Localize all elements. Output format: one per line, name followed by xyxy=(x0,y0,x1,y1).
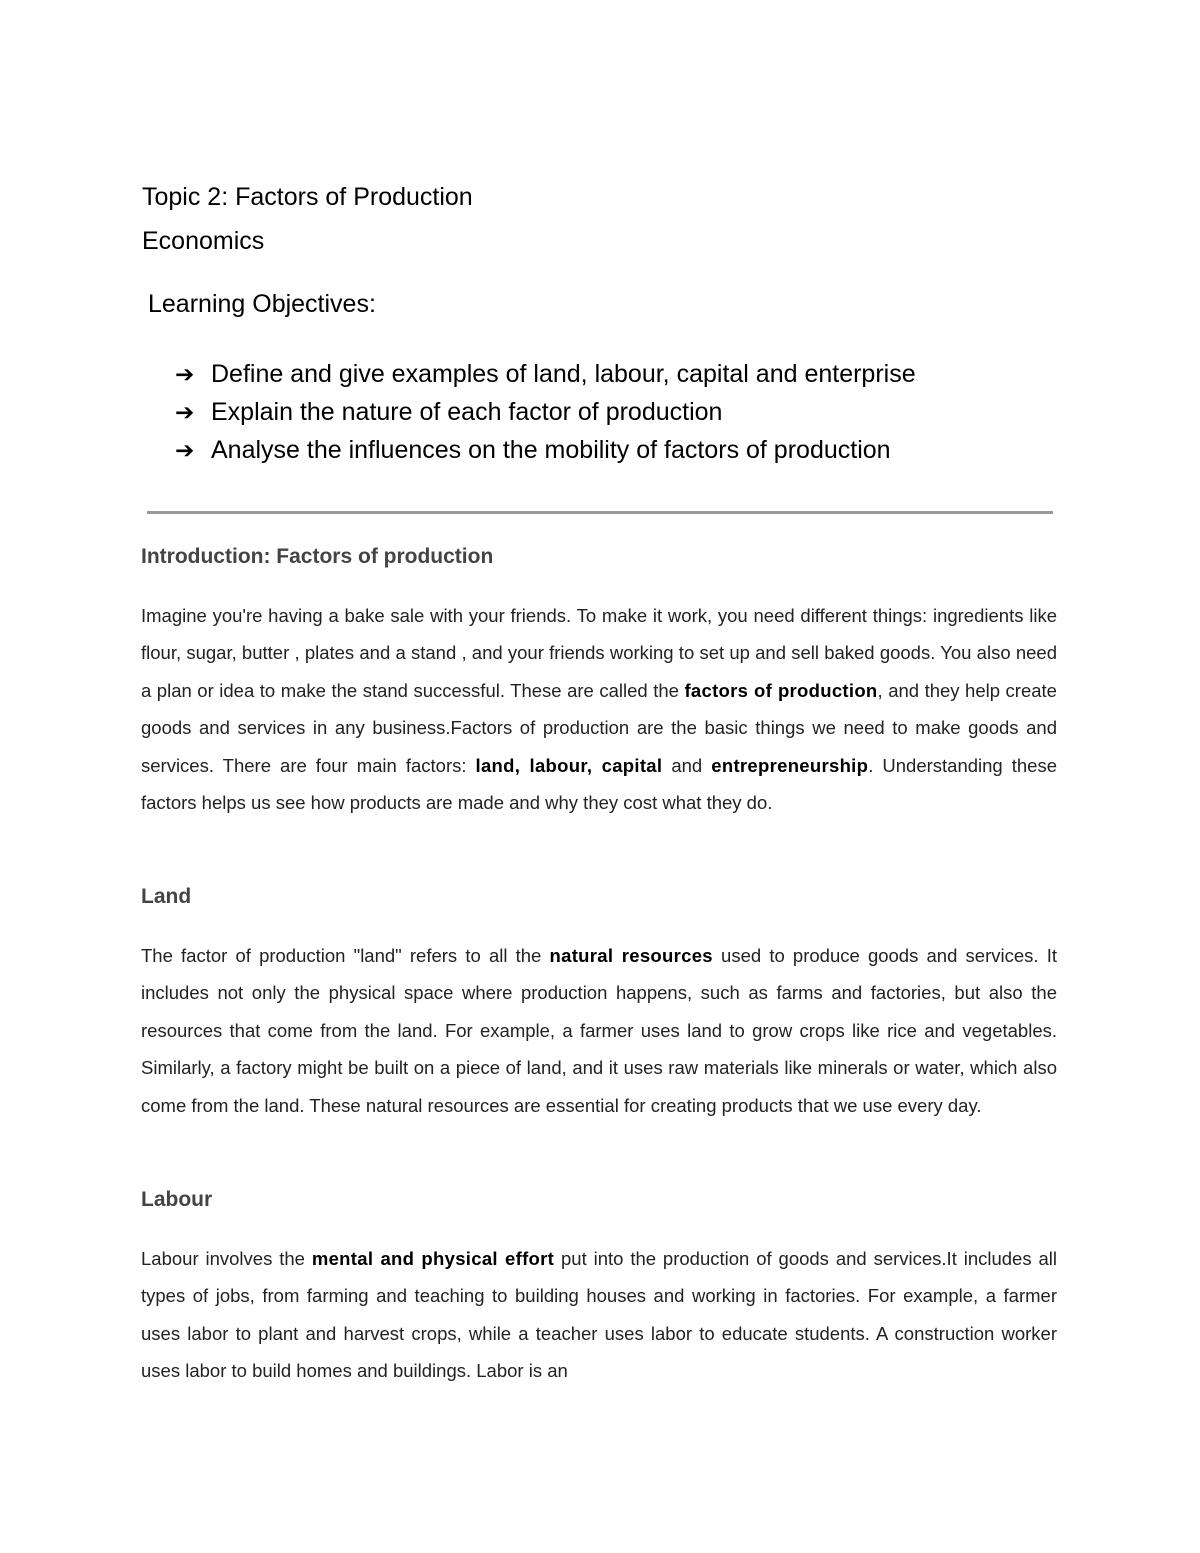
intro-bold-3: entrepreneurship xyxy=(711,754,869,776)
objective-item xyxy=(175,432,916,470)
objective-text: Explain the nature of each factor of production xyxy=(211,398,723,426)
arrow-icon: ➔ xyxy=(175,362,195,388)
document-title: Topic 2: Factors of Production xyxy=(142,183,473,211)
labour-bold-1: mental and physical effort xyxy=(311,1248,555,1269)
objective-text: Analyse the influences on the mobility of factors of production xyxy=(211,436,891,464)
land-text-2: used to produce goods and services. It includes not only the physical space where production happens, such as farms and factories, but also the resources that come from the land. For example, a farmer uses land to grow crops like rice and vegetables. Similarly, a factory might be built on a piece of land, and it uses raw materials like minerals or water, which also come from the land. These natural resources are essential for creating products that we use every day. xyxy=(141,945,1057,1116)
document-subject: Economics xyxy=(142,227,265,255)
land-heading: Land xyxy=(141,885,192,908)
intro-bold-1: factors of production xyxy=(684,679,878,701)
labour-text-1: Labour involves the xyxy=(141,1248,312,1269)
labour-paragraph xyxy=(141,1240,1057,1390)
land-bold-1: natural resources xyxy=(549,945,713,966)
arrow-icon: ➔ xyxy=(175,400,195,426)
arrow-icon: ➔ xyxy=(175,438,195,464)
land-text-1: The factor of production "land" refers to all the xyxy=(141,945,550,966)
intro-paragraph xyxy=(141,597,1057,821)
intro-text-4: . Understanding these factors helps us see how products are made and why they cost what they do. xyxy=(141,754,1058,814)
objective-item xyxy=(175,356,916,394)
intro-bold-2: land, labour, capital xyxy=(475,754,663,776)
intro-text-3: and xyxy=(662,754,712,776)
learning-objectives-heading: Learning Objectives: xyxy=(148,290,376,318)
labour-text-2: put into the production of goods and services.It includes all types of jobs, from farming and teaching to building houses and working in factories. For example, a farmer uses labor to plant and harvest crops, while a teacher uses labor to educate students. A construction worker uses labor to build homes and buildings. Labor is an xyxy=(141,1248,1057,1382)
intro-text-1: Imagine you're having a bake sale with your friends. To make it work, you need different things: ingredients like flour, sugar, butter , plates and a stand , and your friends working to set up and sell baked goods. You also need a plan or idea to make the stand successful. These are called the xyxy=(141,605,1057,701)
land-paragraph xyxy=(141,937,1057,1124)
learning-objectives-list xyxy=(175,356,916,470)
intro-heading: Introduction: Factors of production xyxy=(141,545,494,568)
intro-text-2: , and they help create goods and services in any business.Factors of production are the basic things we need to make goods and services. There are four main factors: xyxy=(141,679,1057,776)
labour-heading: Labour xyxy=(141,1188,213,1211)
horizontal-divider xyxy=(147,511,1053,514)
objective-item xyxy=(175,394,916,432)
objective-text: Define and give examples of land, labour, capital and enterprise xyxy=(211,360,916,388)
